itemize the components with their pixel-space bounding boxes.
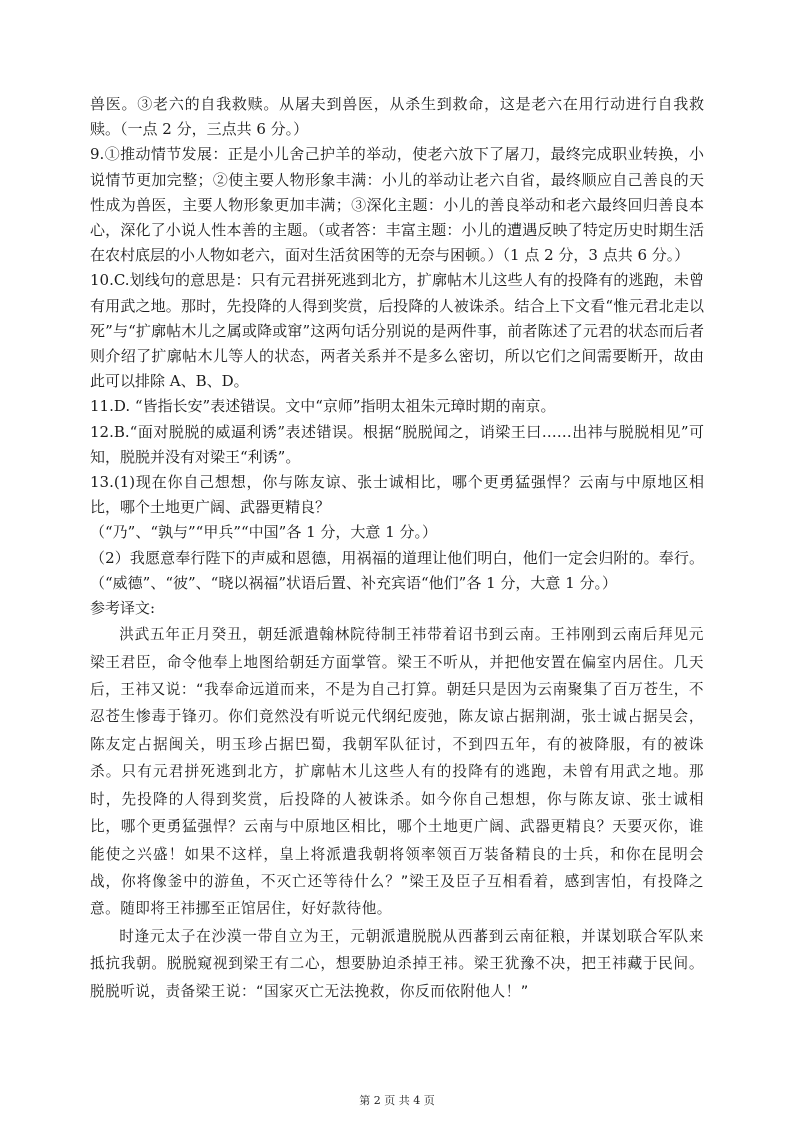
- answer-13-part-1: 13.(1)现在你自己想想，你与陈友谅、张士诚相比，哪个更勇猛强悍？云南与中原地区相比，哪个土地更广阔、武器更精良？: [90, 473, 704, 517]
- answer-10: 10.C.划线句的意思是：只有元君拼死逃到北方，扩廓帖木儿这些人有的投降有的逃跑，未曾有用武之地。那时，先投降的人得到奖赏，后投降的人被诛杀。结合上下文看“惟元君北走以死”与“扩廓帖木儿之属或降或窜”这两句话分别说的是两件事，前者陈述了元君的状态而后者则介绍了扩廓帖木儿等人的状态，两者关系并不是多么密切，所以它们之间需要断开，故由此可以排除 A、B、D。: [90, 271, 704, 391]
- answer-8-continuation: 兽医。③老六的自我救赎。从屠夫到兽医，从杀生到救命，这是老六在用行动进行自我救赎。（一点 2 分，三点共 6 分。）: [90, 95, 704, 139]
- answer-13-part-1-scoring: （“乃”、“孰与”“甲兵”“中国”各 1 分，大意 1 分。）: [90, 523, 438, 542]
- reference-translation-title: 参考译文:: [90, 599, 156, 618]
- answer-9: 9.①推动情节发展：正是小儿舍己护羊的举动，使老六放下了屠刀，最终完成职业转换，小说情节更加完整；②使主要人物形象丰满：小儿的举动让老六自省，最终顺应自己善良的天性成为兽医，主要人物形象更加丰满；③深化主题：小儿的善良举动和老六最终回归善良本心，深化了小说人性本善的主题。（或者答：丰富主题：小儿的遭遇反映了特定历史时期生活在农村底层的小人物如老六，面对生活贫困等的无奈与困顿。）（1 点 2 分，3 点共 6 分。）: [90, 145, 704, 265]
- answer-13-part-2: （2）我愿意奉行陛下的声威和恩德，用祸福的道理让他们明白，他们一定会归附的。奉行。（“威德”、“彼”、“晓以祸福”状语后置、补充宾语“他们”各 1 分，大意 1 分。）: [90, 548, 704, 592]
- answer-11: 11.D. “皆指长安”表述错误。文中“京师”指明太祖朱元璋时期的南京。: [90, 397, 556, 416]
- translation-paragraph-2: 时逢元太子在沙漠一带自立为王，元朝派遣脱脱从西蕃到云南征粮，并谋划联合军队来抵抗我朝。脱脱窥视到梁王有二心，想要胁迫杀掉王祎。梁王犹豫不决，把王祎藏于民间。脱脱听说，责备梁王说：“国家灭亡无法挽救，你反而依附他人！”: [90, 927, 704, 1000]
- translation-paragraph-1: 洪武五年正月癸丑，朝廷派遣翰林院待制王祎带着诏书到云南。王祎刚到云南后拜见元梁王君臣，命令他奉上地图给朝廷方面掌管。梁王不听从，并把他安置在偏室内居住。几天后，王祎又说：“我奉命远道而来，不是为自己打算。朝廷只是因为云南聚集了百万苍生，不忍苍生惨毒于锋刃。你们竟然没有听说元代纲纪废弛，陈友谅占据荆湖，张士诚占据吴会，陈友定占据闽关，明玉珍占据巴蜀，我朝军队征讨，不到四五年，有的被降服，有的被诛杀。只有元君拼死逃到北方，扩廓帖木儿这些人有的投降有的逃跑，未曾有用武之地。那时，先投降的人得到奖赏，后投降的人被诛杀。如今你自己想想，你与陈友谅、张士诚相比，哪个更勇猛强悍？云南与中原地区相比，哪个土地更广阔、武器更精良？天要灭你，谁能使之兴盛！如果不这样，皇上将派遣我朝将领率领百万装备精良的士兵，和你在昆明会战，你将像釜中的游鱼，不灭亡还等待什么？”梁王及臣子互相看着，感到害怕，有投降之意。随即将王祎挪至正馆居住，好好款待他。: [90, 626, 704, 918]
- answer-document: [90, 92, 704, 1005]
- answer-12: 12.B.“面对脱脱的威逼利诱”表述错误。根据“脱脱闻之，诮梁王曰……出祎与脱脱相见”可知，脱脱并没有对梁王“利诱”。: [90, 422, 704, 466]
- page-number-footer: 第 2 页 共 4 页: [359, 1094, 435, 1107]
